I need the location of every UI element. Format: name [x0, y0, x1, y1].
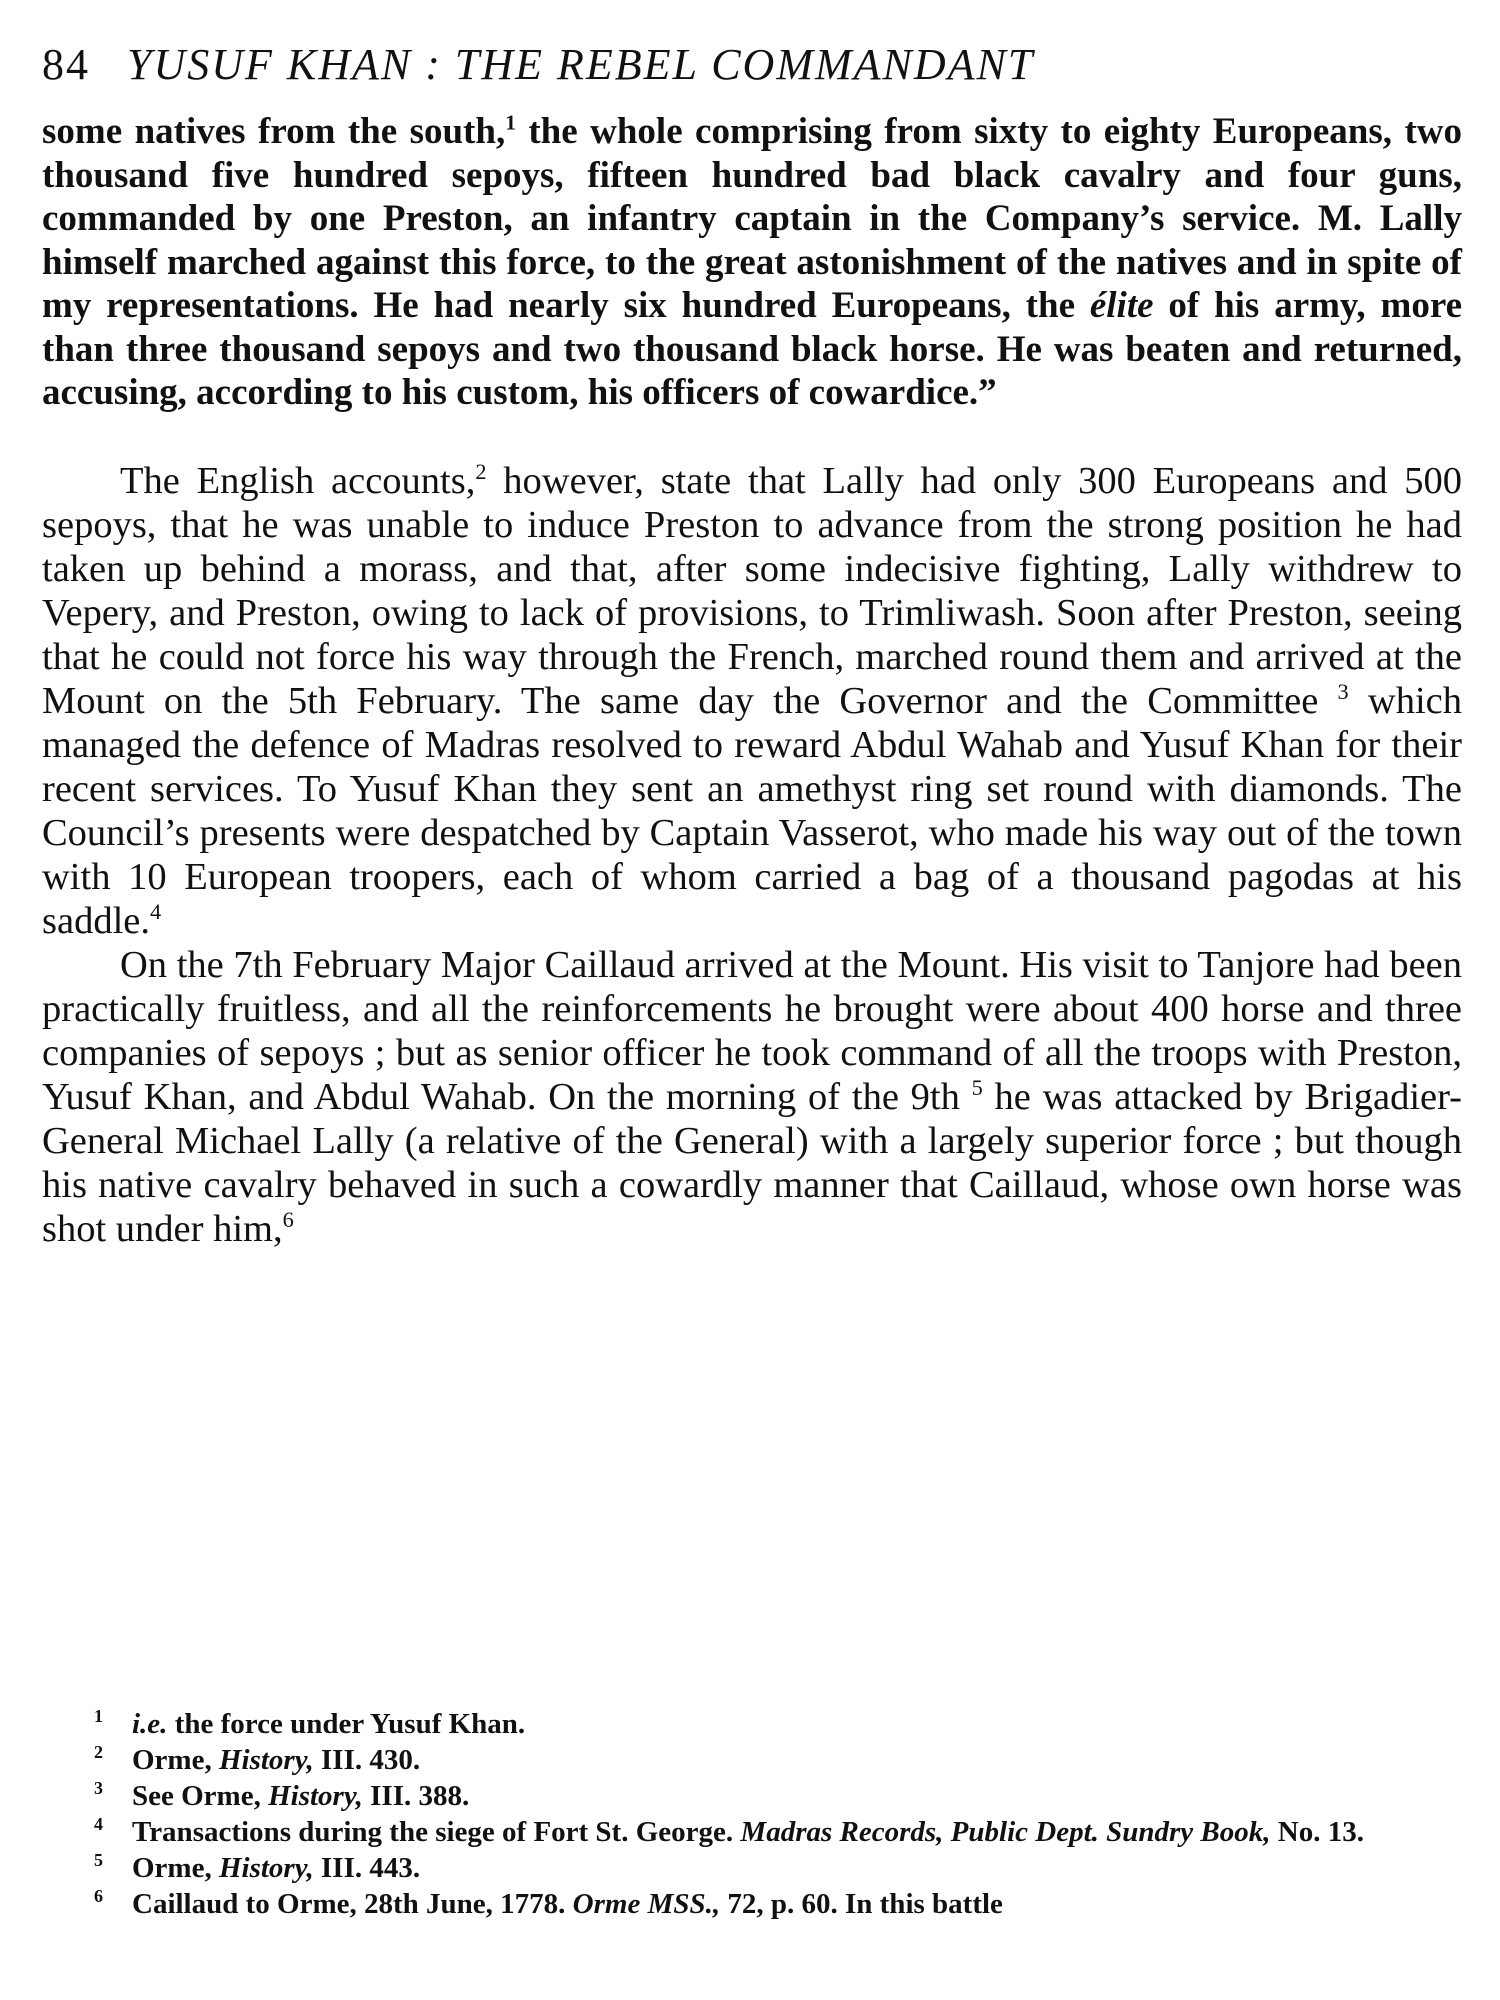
- footnote-4: 4 Transactions during the siege of Fort St. George. Madras Records, Public Dept. Sundry Book, No. 13.: [94, 1814, 1364, 1848]
- running-title: YUSUF KHAN : THE REBEL COMMANDANT: [127, 40, 1035, 89]
- elite-word: élite: [1089, 285, 1154, 326]
- paragraph-english-accounts: The English accounts,$^2$ however, state that Lally had only 300 Europeans and 500 sepoys, that he was unable to induce Preston to advance from the strong position he had taken up behind a morass, and that, after some indecisive fighting, Lally withdrew to Vepery, and Preston, owing to lack of provisions, to Trimliwash. Soon after Preston, seeing that he could not force his way through the French, marched round them and arrived at the Mount on the 5th February. The same day the Governor and the Committee $^3$ which managed the defence of Madras resolved to reward Abdul Wahab and Yusuf Khan for their recent services. To Yusuf Khan they sent an amethyst ring set round with diamonds. The Council’s presents were despatched by Captain Vasserot, who made his way out of the town with 10 European troopers, each of whom carried a bag of a thousand pagodas at his saddle.$^4$: [42, 458, 1462, 942]
- footnote-1: 1 i.e. the force under Yusuf Khan.: [94, 1706, 526, 1740]
- body-text: [42, 110, 1462, 1251]
- running-head: [42, 30, 1462, 100]
- footnote-ref-6: 6: [282, 1206, 294, 1232]
- footnote-6: 6 Caillaud to Orme, 28th June, 1778. Orme MSS., 72, p. 60. In this battle: [94, 1886, 1003, 1920]
- footnote-3: 3 See Orme, History, III. 388.: [94, 1778, 470, 1812]
- footnote-5: 5 Orme, History, III. 443.: [94, 1850, 421, 1884]
- footnotes: [42, 1706, 1462, 1922]
- footnote-ref-1: 1: [505, 110, 516, 135]
- footnote-ref-3: 3: [1337, 678, 1349, 704]
- book-page: [42, 30, 1462, 1980]
- footnote-ref-5: 5: [971, 1074, 983, 1100]
- paragraph-caillaud-arrival: On the 7th February Major Caillaud arrived at the Mount. His visit to Tanjore had been practically fruitless, and all the reinforcements he brought were about 400 horse and three companies of sepoys ; but as senior officer he took command of all the troops with Preston, Yusuf Khan, and Abdul Wahab. On the morning of the 9th $^5$ he was attacked by Brigadier-General Michael Lally (a relative of the General) with a largely superior force ; but though his native cavalry behaved in such a cowardly manner that Caillaud, whose own horse was shot under him,$^6$: [42, 943, 1462, 1250]
- footnote-ref-4: 4: [149, 898, 162, 924]
- page-number: 84: [42, 40, 90, 89]
- footnote-2: 2 Orme, History, III. 430.: [94, 1742, 421, 1776]
- footnote-ref-2: 2: [475, 458, 487, 484]
- paragraph-quotation-end: some natives from the south,$^1$ the whole comprising from sixty to eighty Europeans, two thousand five hundred sepoys, fifteen hundred bad black cavalry and four guns, commanded by one Preston, an infantry captain in the Company’s service. M. Lally himself marched against this force, to the great astonishment of the natives and in spite of my representations. He had nearly six hundred Europeans, the élite of his army, more than three thousand sepoys and two thousand black horse. He was beaten and returned, accusing, according to his custom, his officers of cowardice.”: [42, 110, 1462, 413]
